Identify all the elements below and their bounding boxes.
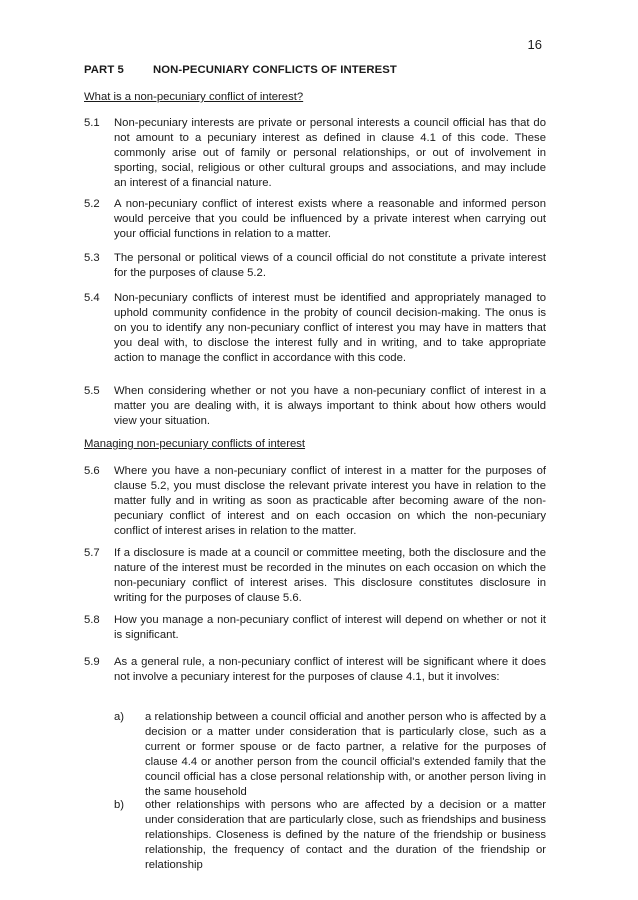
clause-number: 5.6 [84, 465, 100, 477]
subheading-what-is: What is a non-pecuniary conflict of interest? [84, 91, 304, 103]
subheading-managing: Managing non-pecuniary conflicts of interest [84, 438, 306, 450]
clause-text: Non-pecuniary conflicts of interest must be identified and appropriately managed to uphold community confidence in the probity of council decision-making. The onus is on you to identify any non-pecuniary conflict of interest you may have in matters that you deal with, to disclose the interest fully and in writing, and to take appropriate action to manage the conflict in accordance with this code. [114, 292, 546, 365]
list-item-label: a) [114, 711, 125, 723]
clause-5-9 [84, 655, 546, 685]
clause-5-6 [84, 464, 546, 539]
clause-number: 5.2 [84, 198, 100, 210]
clause-number: 5.7 [84, 547, 100, 559]
clause-5-1 [84, 116, 546, 191]
list-item-b [114, 798, 546, 873]
clause-5-7 [84, 546, 546, 606]
clause-5-5 [84, 384, 546, 429]
clause-text: A non-pecuniary conflict of interest exists where a reasonable and informed person would perceive that you could be influenced by a private interest when carrying out your official functions in relation to a matter. [114, 198, 546, 241]
clause-number: 5.5 [84, 385, 100, 397]
clause-5-2 [84, 197, 546, 242]
clause-number: 5.1 [84, 117, 100, 129]
clause-text: When considering whether or not you have a non-pecuniary conflict of interest in a matter you are dealing with, it is always important to think about how others would view your situation. [114, 385, 546, 428]
clause-5-4 [84, 291, 546, 366]
clause-text: The personal or political views of a council official do not constitute a private interest for the purposes of clause 5.2. [114, 252, 546, 280]
clause-number: 5.9 [84, 656, 100, 668]
part-title: NON-PECUNIARY CONFLICTS OF INTEREST [153, 64, 397, 76]
list-item-a [114, 710, 546, 801]
list-item-text: other relationships with persons who are affected by a decision or a matter under consideration that are particularly close, such as friendships and business relationships. Closeness is defined by the nature of the friendship or business relationship, the frequency of contact and the duration of the friendship or relationship [145, 799, 546, 872]
clause-5-8 [84, 613, 546, 643]
list-item-label: b) [114, 799, 125, 811]
clause-text: How you manage a non-pecuniary conflict of interest will depend on whether or not it is significant. [114, 614, 546, 642]
clause-5-3 [84, 251, 546, 281]
clause-number: 5.8 [84, 614, 100, 626]
part-number: PART 5 [84, 64, 124, 76]
list-item-text: a relationship between a council official and another person who is affected by a decision or a matter under consideration that is particularly close, such as a current or former spouse or de facto partner, a relative for the purposes of clause 4.4 or another person from the council official's extended family that the council official has a close personal relationship with, or another person living in the same household [145, 711, 546, 799]
clause-number: 5.4 [84, 292, 100, 304]
clause-text: Where you have a non-pecuniary conflict of interest in a matter for the purposes of clause 5.2, you must disclose the relevant private interest you have in relation to the matter fully and in writing as soon as practicable after becoming aware of the non-pecuniary conflict of interest and on each occasion on which the non-pecuniary conflict of interest arises in relation to the matter. [114, 465, 546, 538]
clause-text: As a general rule, a non-pecuniary conflict of interest will be significant where it does not involve a pecuniary interest for the purposes of clause 4.1, but it involves: [114, 656, 546, 684]
clause-text: Non-pecuniary interests are private or personal interests a council official has that do not amount to a pecuniary interest as defined in clause 4.1 of this code. These commonly arise out of family or personal relationships, or out of involvement in sporting, social, religious or other cultural groups and associations, and may include an interest of a financial nature. [114, 117, 546, 190]
page-number: 16 [527, 37, 542, 52]
clause-number: 5.3 [84, 252, 100, 264]
part-heading [84, 64, 397, 76]
clause-text: If a disclosure is made at a council or committee meeting, both the disclosure and the nature of the interest must be recorded in the minutes on each occasion on which the non-pecuniary conflict of interest arises. This disclosure constitutes disclosure in writing for the purposes of clause 5.6. [114, 547, 546, 605]
